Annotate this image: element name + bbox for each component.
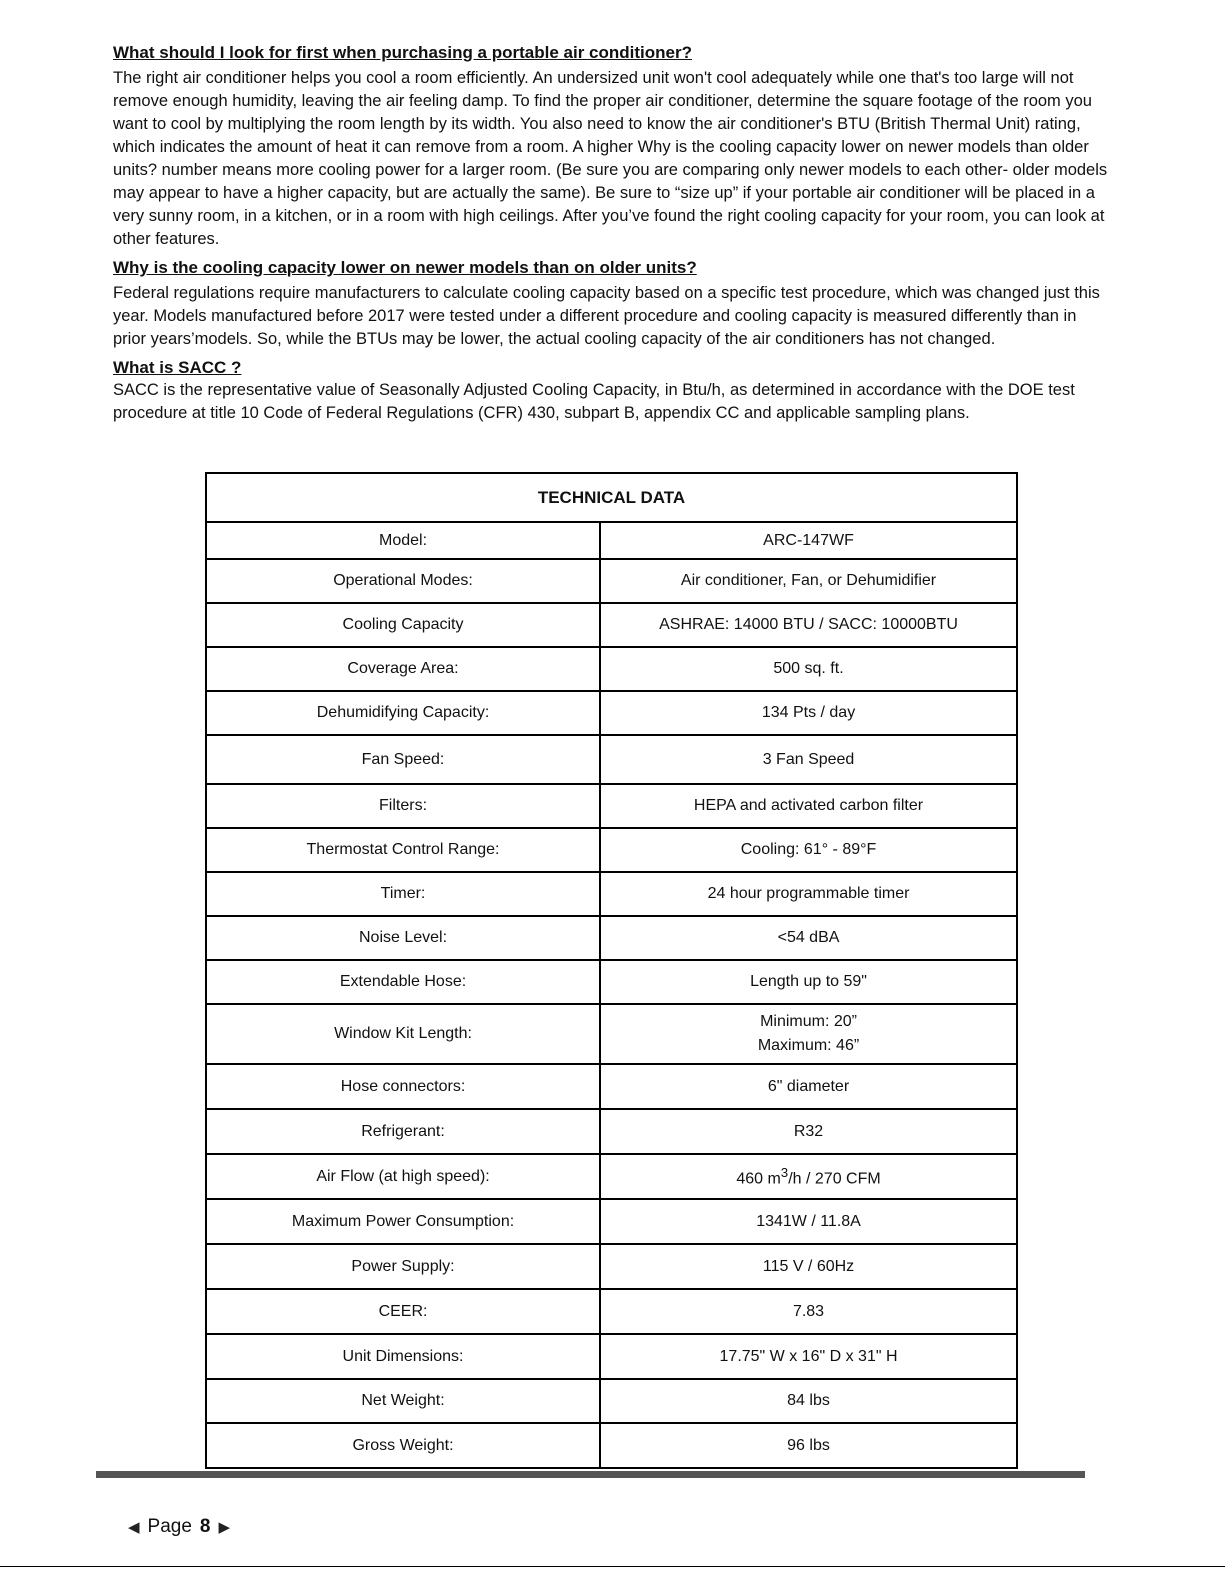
row-value-line: Minimum: 20” [760,1013,857,1030]
row-value: 3 Fan Speed [600,735,1017,784]
table-row [206,559,1017,603]
page-bottom-border [0,1566,1225,1567]
row-value-line: Maximum: 46” [757,1037,860,1054]
table-row [206,784,1017,828]
row-label: Operational Modes: [206,559,600,603]
row-value [600,1004,1017,1064]
row-label: Window Kit Length: [206,1004,600,1064]
table-row [206,1379,1017,1423]
row-label: Net Weight: [206,1379,600,1423]
row-value: 96 lbs [600,1423,1017,1468]
table-row [206,1004,1017,1064]
row-label: Fan Speed: [206,735,600,784]
section-heading: What is SACC ? [113,358,242,377]
section-heading: Why is the cooling capacity lower on newer models than on older units? [113,258,697,277]
table-row [206,1109,1017,1154]
row-value: 1341W / 11.8A [600,1199,1017,1244]
row-value: 84 lbs [600,1379,1017,1423]
row-label: Noise Level: [206,916,600,960]
table-row [206,1334,1017,1379]
row-value: 7.83 [600,1289,1017,1334]
table-row [206,1289,1017,1334]
table-row [206,691,1017,735]
row-value: 115 V / 60Hz [600,1244,1017,1289]
row-label: Maximum Power Consumption: [206,1199,600,1244]
row-value: Air conditioner, Fan, or Dehumidifier [600,559,1017,603]
table-row [206,735,1017,784]
row-value: ASHRAE: 14000 BTU / SACC: 10000BTU [600,603,1017,647]
row-value: 17.75" W x 16" D x 31" H [600,1334,1017,1379]
page-number: 8 [199,1516,211,1537]
row-value: Length up to 59" [600,960,1017,1004]
row-label: Air Flow (at high speed): [206,1154,600,1199]
table-row [206,872,1017,916]
row-value-superscript: 3 [780,1164,789,1180]
row-value: HEPA and activated carbon filter [600,784,1017,828]
next-page-icon[interactable]: ▶ [218,1519,231,1536]
row-value: ARC-147WF [600,522,1017,559]
row-value-text: /h / 270 CFM [788,1170,881,1188]
section-paragraph: SACC is the representative value of Seasonally Adjusted Cooling Capacity, in Btu/h, as determined in accordance with the DOE test procedure at title 10 Code of Federal Regulations (CFR) 430, subpart B, appendix CC and applicable sampling plans. [113,381,1075,422]
table-row [206,1244,1017,1289]
document-body [113,42,1113,431]
row-value: Cooling: 61° - 89°F [600,828,1017,872]
row-value: 134 Pts / day [600,691,1017,735]
table-row [206,1064,1017,1109]
row-label: Coverage Area: [206,647,600,691]
row-label: Dehumidifying Capacity: [206,691,600,735]
table-row [206,522,1017,559]
row-label: CEER: [206,1289,600,1334]
row-value: 500 sq. ft. [600,647,1017,691]
section-heading: What should I look for first when purchasing a portable air conditioner? [113,43,692,62]
row-label: Cooling Capacity [206,603,600,647]
row-label: Hose connectors: [206,1064,600,1109]
row-label: Thermostat Control Range: [206,828,600,872]
row-label: Timer: [206,872,600,916]
previous-page-icon[interactable]: ◀ [128,1519,140,1536]
section-paragraph: Federal regulations require manufacturers to calculate cooling capacity based on a specific test procedure, which was changed just this year. Models manufactured before 2017 were tested under a different procedure and cooling capacity is measured differently than in prior years’models. So, while the BTUs may be lower, the actual cooling capacity of the air conditioners has not changed. [113,284,1100,348]
technical-data-table [205,472,1018,1469]
row-label: Refrigerant: [206,1109,600,1154]
page-footer [128,1516,230,1538]
table-row [206,828,1017,872]
row-value [600,1154,1017,1199]
table-title: TECHNICAL DATA [206,473,1017,522]
row-label: Power Supply: [206,1244,600,1289]
row-label: Filters: [206,784,600,828]
row-value: 24 hour programmable timer [600,872,1017,916]
technical-data-table-container [205,472,1018,1469]
page-label: Page [147,1516,192,1537]
table-row [206,916,1017,960]
row-value: 6" diameter [600,1064,1017,1109]
section-paragraph: The right air conditioner helps you cool a room efficiently. An undersized unit won't cool adequately while one that's too large will not remove enough humidity, leaving the air feeling damp. To find the proper air conditioner, determine the square footage of the room you want to cool by multiplying the room length by its width. You also need to know the air conditioner's BTU (British Thermal Unit) rating, which indicates the amount of heat it can remove from a room. A higher Why is the cooling capacity lower on newer models than older units? number means more cooling power for a larger room. (Be sure you are comparing only newer models to each other- older models may appear to have a higher capacity, but are actually the same). Be sure to “size up” if your portable air conditioner will be placed in a very sunny room, in a kitchen, or in a room with high ceilings. After you’ve found the right cooling capacity for your room, you can look at other features. [113,69,1108,248]
table-row [206,1423,1017,1468]
row-value: <54 dBA [600,916,1017,960]
table-row [206,1154,1017,1199]
table-row [206,1199,1017,1244]
footer-divider [96,1471,1085,1478]
table-row [206,603,1017,647]
row-value: R32 [600,1109,1017,1154]
row-label: Model: [206,522,600,559]
row-label: Unit Dimensions: [206,1334,600,1379]
table-row [206,960,1017,1004]
row-value-text: 460 m [736,1170,781,1188]
row-label: Extendable Hose: [206,960,600,1004]
table-row [206,647,1017,691]
row-label: Gross Weight: [206,1423,600,1468]
